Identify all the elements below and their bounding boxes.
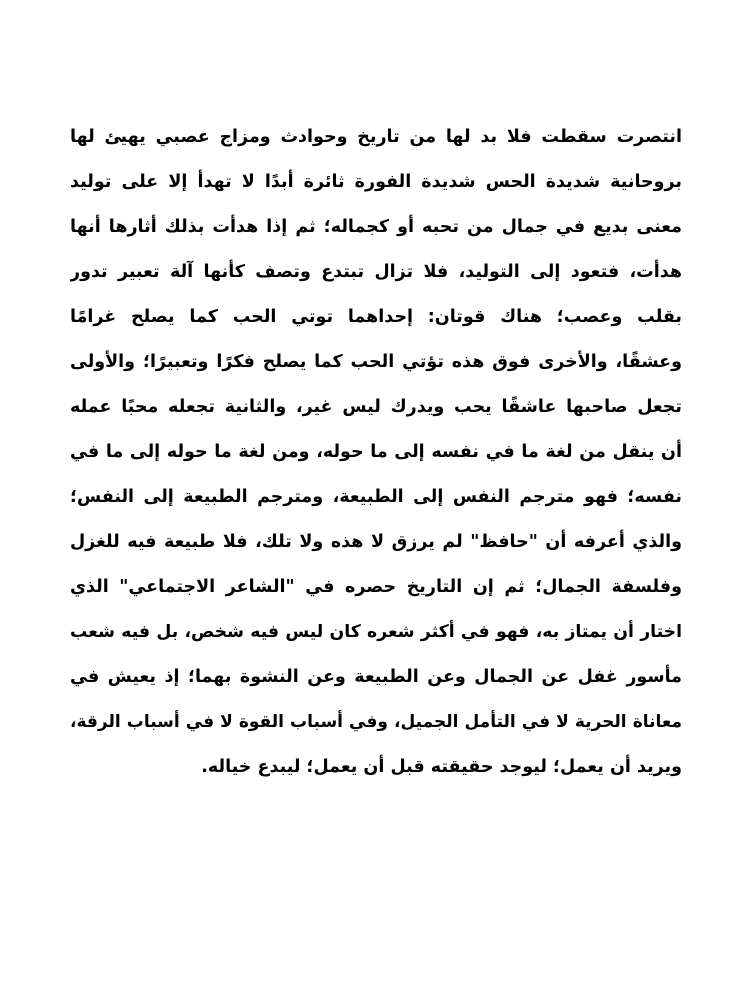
text-line: هدأت، فتعود إلى التوليد، فلا تزال تبتدع وتصف كأنها آلة تعبير تدور	[70, 262, 682, 282]
text-line: اختار أن يمتاز به، فهو في أكثر شعره كان ليس فيه شخص، بل فيه شعب	[70, 622, 682, 642]
body-paragraph	[70, 115, 682, 790]
text-line: بروحانية شديدة الحس شديدة الفورة ثائرة أبدًا لا تهدأ إلا على توليد	[70, 172, 682, 192]
text-line: معاناة الحرية لا في التأمل الجميل، وفي أسباب القوة لا في أسباب الرقة،	[70, 712, 682, 732]
text-line: أن ينقل من لغة ما في نفسه إلى ما حوله، ومن لغة ما حوله إلى ما في	[70, 442, 682, 462]
text-line-last: ويريد أن يعمل؛ ليوجد حقيقته قبل أن يعمل؛ ليبدع خياله.	[201, 757, 682, 777]
text-line: معنى بديع في جمال من تحبه أو كجماله؛ ثم إذا هدأت بذلك أثارها أنها	[70, 217, 682, 237]
text-line: نفسه؛ فهو مترجم النفس إلى الطبيعة، ومترجم الطبيعة إلى النفس؛	[70, 487, 682, 507]
text-line: انتصرت سقطت فلا بد لها من تاريخ وحوادث ومزاج عصبي يهيئ لها	[70, 127, 682, 147]
text-line: بقلب وعصب؛ هناك قوتان: إحداهما توتي الحب كما يصلح غرامًا	[70, 307, 682, 327]
text-line: مأسور غفل عن الجمال وعن الطبيعة وعن النشوة بهما؛ إذ يعيش في	[70, 667, 682, 687]
text-line: وفلسفة الجمال؛ ثم إن التاريخ حصره في "الشاعر الاجتماعي" الذي	[70, 577, 682, 597]
text-line: والذي أعرفه أن "حافظ" لم يرزق لا هذه ولا تلك، فلا طبيعة فيه للغزل	[70, 532, 682, 552]
text-line: وعشقًا، والأخرى فوق هذه تؤتي الحب كما يصلح فكرًا وتعبيرًا؛ والأولى	[70, 352, 682, 372]
text-line: تجعل صاحبها عاشقًا يحب ويدرك ليس غير، والثانية تجعله محبًا عمله	[70, 397, 682, 417]
